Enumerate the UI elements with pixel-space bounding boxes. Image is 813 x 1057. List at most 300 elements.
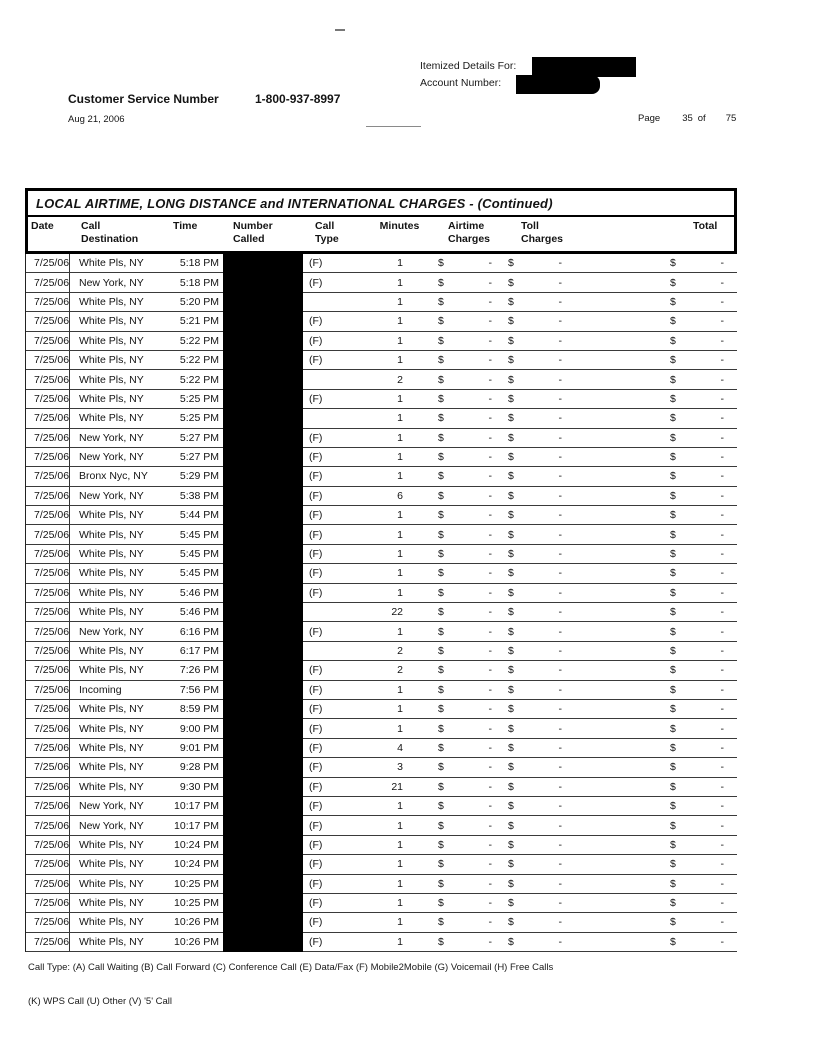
cell-airtime-charges: [436, 509, 494, 521]
cell-date: 7/25/06: [26, 642, 70, 660]
cell-time: 10:17 PM: [174, 800, 219, 813]
cell-date: 7/25/06: [26, 933, 70, 951]
cell-date: 7/25/06: [26, 273, 70, 291]
currency-symbol: $: [670, 741, 676, 754]
amount-dash: -: [720, 741, 724, 754]
currency-symbol: $: [670, 470, 676, 483]
cell-airtime-charges: [436, 626, 494, 638]
table-row: [26, 273, 737, 292]
cell-total: [668, 936, 726, 948]
cell-date: 7/25/06: [26, 816, 70, 834]
cell-date: 7/25/06: [26, 487, 70, 505]
cell-date: 7/25/06: [26, 836, 70, 854]
currency-symbol: $: [670, 392, 676, 405]
cell-total: [668, 451, 726, 463]
amount-dash: -: [488, 431, 492, 444]
call-type-legend-line2: (K) WPS Call (U) Other (V) '5' Call: [28, 996, 173, 1007]
amount-dash: -: [720, 451, 724, 464]
currency-symbol: $: [508, 451, 514, 464]
cell-minutes: 2: [397, 645, 403, 657]
cell-airtime-charges: [436, 936, 494, 948]
currency-symbol: $: [438, 606, 444, 619]
cell-destination: White Pls, NY: [79, 741, 144, 754]
table-row: [26, 293, 737, 312]
currency-symbol: $: [670, 625, 676, 638]
cell-total: [668, 626, 726, 638]
table-row: [26, 661, 737, 680]
cell-destination: White Pls, NY: [79, 392, 144, 405]
amount-dash: -: [488, 276, 492, 289]
redaction-number-called: [223, 893, 303, 912]
cell-destination: White Pls, NY: [79, 761, 144, 774]
cell-destination: White Pls, NY: [79, 722, 144, 735]
currency-symbol: $: [670, 567, 676, 580]
cell-call-type: (F): [309, 354, 323, 367]
cell-date: 7/25/06: [26, 332, 70, 350]
cell-airtime-charges: [436, 470, 494, 482]
cell-total: [668, 781, 726, 793]
table-row: [26, 642, 737, 661]
cell-date: 7/25/06: [26, 797, 70, 815]
cell-destination: White Pls, NY: [79, 780, 144, 793]
cell-date: 7/25/06: [26, 293, 70, 311]
amount-dash: -: [558, 276, 562, 289]
statement-date: Aug 21, 2006: [68, 114, 125, 125]
cell-destination: White Pls, NY: [79, 858, 144, 871]
cell-time: 9:30 PM: [179, 780, 219, 793]
cell-airtime-charges: [436, 548, 494, 560]
cell-minutes: 6: [397, 489, 403, 502]
table-row: [26, 584, 737, 603]
redaction-number-called: [223, 544, 303, 563]
table-row: [26, 390, 737, 409]
redaction-number-called: [223, 447, 303, 466]
redaction-number-called: [223, 661, 303, 680]
cell-time: 5:22 PM: [179, 373, 219, 386]
cell-total: [668, 820, 726, 832]
cell-call-type: (F): [309, 800, 323, 813]
amount-dash: -: [488, 664, 492, 677]
cell-call-type: (F): [309, 625, 323, 638]
cell-toll-charges: [506, 432, 564, 444]
amount-dash: -: [488, 509, 492, 522]
table-row: [26, 622, 737, 641]
cell-destination: Bronx Nyc, NY: [79, 470, 148, 483]
cell-time: 5:18 PM: [179, 257, 219, 270]
cell-destination: Incoming: [79, 683, 122, 696]
amount-dash: -: [720, 470, 724, 483]
table-row: [26, 758, 737, 777]
cell-destination: White Pls, NY: [79, 373, 144, 386]
amount-dash: -: [720, 334, 724, 347]
cell-minutes: 1: [397, 586, 403, 599]
currency-symbol: $: [670, 509, 676, 522]
currency-symbol: $: [438, 567, 444, 580]
currency-symbol: $: [438, 315, 444, 328]
cell-time: 5:45 PM: [179, 567, 219, 580]
currency-symbol: $: [670, 606, 676, 619]
cell-call-type: (F): [309, 509, 323, 522]
currency-symbol: $: [438, 703, 444, 716]
cell-airtime-charges: [436, 916, 494, 928]
currency-symbol: $: [508, 664, 514, 677]
currency-symbol: $: [438, 780, 444, 793]
cell-minutes: 1: [397, 315, 403, 328]
redaction-number-called: [223, 583, 303, 602]
table-row: [26, 933, 737, 952]
amount-dash: -: [558, 470, 562, 483]
table-row: [26, 409, 737, 428]
amount-dash: -: [558, 528, 562, 541]
cell-call-type: (F): [309, 489, 323, 502]
currency-symbol: $: [508, 741, 514, 754]
cell-toll-charges: [506, 509, 564, 521]
table-row: [26, 370, 737, 389]
currency-symbol: $: [438, 741, 444, 754]
amount-dash: -: [488, 470, 492, 483]
call-type-legend-line1: Call Type: (A) Call Waiting (B) Call Forward (C) Conference Call (E) Data/Fax (F) Mobile2Mobile (G) Voicemail (H) Free Calls: [28, 962, 554, 973]
redaction-number-called: [223, 932, 303, 951]
cell-time: 10:26 PM: [174, 935, 219, 948]
cell-minutes: 1: [397, 431, 403, 444]
redaction-number-called: [223, 467, 303, 486]
cell-total: [668, 839, 726, 851]
cell-toll-charges: [506, 393, 564, 405]
cell-total: [668, 587, 726, 599]
table-row: [26, 487, 737, 506]
amount-dash: -: [720, 315, 724, 328]
cell-destination: White Pls, NY: [79, 334, 144, 347]
amount-dash: -: [558, 567, 562, 580]
currency-symbol: $: [508, 373, 514, 386]
currency-symbol: $: [670, 354, 676, 367]
cell-minutes: 1: [397, 412, 403, 425]
cell-time: 10:17 PM: [174, 819, 219, 832]
cell-toll-charges: [506, 645, 564, 657]
cell-minutes: 1: [397, 800, 403, 813]
amount-dash: -: [720, 295, 724, 308]
amount-dash: -: [488, 780, 492, 793]
table-row: [26, 312, 737, 331]
currency-symbol: $: [508, 722, 514, 735]
cell-date: 7/25/06: [26, 390, 70, 408]
cell-minutes: 1: [397, 819, 403, 832]
redaction-account-number: [516, 75, 600, 94]
currency-symbol: $: [670, 315, 676, 328]
cell-date: 7/25/06: [26, 622, 70, 640]
cell-date: 7/25/06: [26, 584, 70, 602]
cell-toll-charges: [506, 451, 564, 463]
cell-airtime-charges: [436, 820, 494, 832]
amount-dash: -: [720, 412, 724, 425]
currency-symbol: $: [438, 586, 444, 599]
currency-symbol: $: [670, 431, 676, 444]
redaction-number-called: [223, 641, 303, 660]
cell-airtime-charges: [436, 393, 494, 405]
currency-symbol: $: [508, 567, 514, 580]
amount-dash: -: [488, 373, 492, 386]
cell-airtime-charges: [436, 645, 494, 657]
currency-symbol: $: [438, 722, 444, 735]
cell-time: 5:25 PM: [179, 392, 219, 405]
cell-toll-charges: [506, 587, 564, 599]
currency-symbol: $: [438, 431, 444, 444]
amount-dash: -: [488, 819, 492, 832]
cell-airtime-charges: [436, 490, 494, 502]
table-row: [26, 816, 737, 835]
cell-total: [668, 664, 726, 676]
cell-time: 6:17 PM: [179, 645, 219, 657]
currency-symbol: $: [438, 528, 444, 541]
redaction-number-called: [223, 273, 303, 292]
amount-dash: -: [558, 412, 562, 425]
amount-dash: -: [558, 741, 562, 754]
redaction-number-called: [223, 874, 303, 893]
amount-dash: -: [558, 451, 562, 464]
cell-destination: White Pls, NY: [79, 877, 144, 890]
cell-toll-charges: [506, 800, 564, 812]
cell-toll-charges: [506, 916, 564, 928]
amount-dash: -: [558, 858, 562, 871]
currency-symbol: $: [670, 838, 676, 851]
currency-symbol: $: [438, 276, 444, 289]
cell-minutes: 1: [397, 528, 403, 541]
cell-airtime-charges: [436, 703, 494, 715]
cell-date: 7/25/06: [26, 719, 70, 737]
cell-toll-charges: [506, 820, 564, 832]
cell-time: 5:18 PM: [179, 276, 219, 289]
table-row: [26, 875, 737, 894]
itemized-details-label: Itemized Details For:: [420, 60, 517, 72]
cell-airtime-charges: [436, 761, 494, 773]
cell-total: [668, 684, 726, 696]
cell-time: 5:21 PM: [179, 315, 219, 328]
amount-dash: -: [558, 373, 562, 386]
cell-date: 7/25/06: [26, 448, 70, 466]
currency-symbol: $: [670, 897, 676, 910]
col-header-toll-charges: Toll Charges: [521, 220, 564, 245]
currency-symbol: $: [438, 916, 444, 929]
cell-destination: White Pls, NY: [79, 354, 144, 367]
cell-destination: White Pls, NY: [79, 295, 144, 308]
cell-airtime-charges: [436, 257, 494, 269]
cell-call-type: (F): [309, 315, 323, 328]
cell-time: 5:29 PM: [179, 470, 219, 483]
cell-destination: White Pls, NY: [79, 703, 144, 716]
cell-time: 7:26 PM: [179, 664, 219, 677]
cell-airtime-charges: [436, 296, 494, 308]
cell-call-type: (F): [309, 257, 323, 270]
cell-time: 7:56 PM: [179, 683, 219, 696]
cell-airtime-charges: [436, 529, 494, 541]
cell-total: [668, 645, 726, 657]
amount-dash: -: [720, 276, 724, 289]
currency-symbol: $: [670, 877, 676, 890]
cell-time: 10:26 PM: [174, 916, 219, 929]
currency-symbol: $: [508, 916, 514, 929]
currency-symbol: $: [438, 683, 444, 696]
cell-time: 5:22 PM: [179, 354, 219, 367]
redaction-number-called: [223, 254, 303, 273]
cell-call-type: (F): [309, 858, 323, 871]
cell-time: 5:45 PM: [179, 528, 219, 541]
cell-call-type: (F): [309, 664, 323, 677]
currency-symbol: $: [508, 606, 514, 619]
cell-date: 7/25/06: [26, 875, 70, 893]
cell-minutes: 21: [391, 780, 403, 793]
cell-toll-charges: [506, 723, 564, 735]
cell-destination: White Pls, NY: [79, 315, 144, 328]
cell-call-type: (F): [309, 451, 323, 464]
amount-dash: -: [558, 548, 562, 561]
redaction-number-called: [223, 312, 303, 331]
amount-dash: -: [558, 916, 562, 929]
cell-toll-charges: [506, 761, 564, 773]
currency-symbol: $: [438, 645, 444, 657]
page-total: 75: [725, 113, 737, 124]
redaction-number-called: [223, 855, 303, 874]
currency-symbol: $: [438, 295, 444, 308]
cell-date: 7/25/06: [26, 545, 70, 563]
cell-total: [668, 335, 726, 347]
redaction-number-called: [223, 719, 303, 738]
amount-dash: -: [720, 489, 724, 502]
table-header-box: [25, 188, 737, 254]
redaction-itemized-details: [532, 57, 636, 77]
amount-dash: -: [720, 703, 724, 716]
cell-call-type: (F): [309, 431, 323, 444]
cell-toll-charges: [506, 781, 564, 793]
scan-artifact: [366, 126, 421, 127]
currency-symbol: $: [508, 877, 514, 890]
cell-total: [668, 916, 726, 928]
currency-symbol: $: [508, 645, 514, 657]
cell-date: 7/25/06: [26, 312, 70, 330]
col-header-time: Time: [173, 220, 198, 232]
currency-symbol: $: [670, 276, 676, 289]
amount-dash: -: [720, 567, 724, 580]
cell-destination: White Pls, NY: [79, 412, 144, 425]
cell-minutes: 2: [397, 373, 403, 386]
cell-minutes: 1: [397, 916, 403, 929]
currency-symbol: $: [438, 489, 444, 502]
currency-symbol: $: [508, 683, 514, 696]
cell-total: [668, 509, 726, 521]
amount-dash: -: [488, 722, 492, 735]
amount-dash: -: [720, 528, 724, 541]
cell-time: 5:25 PM: [179, 412, 219, 425]
table-row: [26, 778, 737, 797]
currency-symbol: $: [670, 334, 676, 347]
amount-dash: -: [720, 606, 724, 619]
amount-dash: -: [720, 625, 724, 638]
cell-date: 7/25/06: [26, 661, 70, 679]
cell-destination: White Pls, NY: [79, 645, 144, 657]
cell-destination: White Pls, NY: [79, 257, 144, 270]
cell-total: [668, 529, 726, 541]
amount-dash: -: [488, 392, 492, 405]
table-column-headers: [28, 217, 734, 251]
currency-symbol: $: [438, 935, 444, 948]
cell-toll-charges: [506, 354, 564, 366]
amount-dash: -: [488, 257, 492, 270]
table-row: [26, 467, 737, 486]
currency-symbol: $: [438, 548, 444, 561]
cell-toll-charges: [506, 490, 564, 502]
table-row: [26, 525, 737, 544]
amount-dash: -: [558, 295, 562, 308]
cell-airtime-charges: [436, 684, 494, 696]
currency-symbol: $: [438, 334, 444, 347]
cell-total: [668, 723, 726, 735]
cell-date: 7/25/06: [26, 913, 70, 931]
redaction-number-called: [223, 738, 303, 757]
amount-dash: -: [558, 625, 562, 638]
currency-symbol: $: [508, 431, 514, 444]
cell-minutes: 3: [397, 761, 403, 774]
currency-symbol: $: [670, 722, 676, 735]
cell-destination: New York, NY: [79, 800, 144, 813]
cell-minutes: 1: [397, 276, 403, 289]
currency-symbol: $: [508, 509, 514, 522]
currency-symbol: $: [438, 373, 444, 386]
cell-airtime-charges: [436, 335, 494, 347]
cell-total: [668, 606, 726, 618]
cell-minutes: 22: [391, 606, 403, 619]
cell-call-type: (F): [309, 761, 323, 774]
currency-symbol: $: [508, 780, 514, 793]
currency-symbol: $: [670, 586, 676, 599]
cell-time: 10:25 PM: [174, 897, 219, 910]
amount-dash: -: [720, 586, 724, 599]
currency-symbol: $: [670, 761, 676, 774]
redaction-number-called: [223, 622, 303, 641]
amount-dash: -: [558, 722, 562, 735]
table-row: [26, 700, 737, 719]
cell-airtime-charges: [436, 800, 494, 812]
amount-dash: -: [720, 838, 724, 851]
cell-time: 5:45 PM: [179, 548, 219, 561]
currency-symbol: $: [438, 664, 444, 677]
cell-toll-charges: [506, 470, 564, 482]
currency-symbol: $: [438, 509, 444, 522]
table-row: [26, 855, 737, 874]
amount-dash: -: [720, 897, 724, 910]
cell-airtime-charges: [436, 723, 494, 735]
cell-destination: White Pls, NY: [79, 567, 144, 580]
cell-minutes: 1: [397, 295, 403, 308]
cell-airtime-charges: [436, 606, 494, 618]
currency-symbol: $: [438, 257, 444, 270]
cell-total: [668, 761, 726, 773]
cell-minutes: 1: [397, 470, 403, 483]
currency-symbol: $: [670, 819, 676, 832]
cell-minutes: 1: [397, 838, 403, 851]
cell-airtime-charges: [436, 451, 494, 463]
cell-toll-charges: [506, 839, 564, 851]
cell-total: [668, 548, 726, 560]
cell-date: 7/25/06: [26, 351, 70, 369]
cell-toll-charges: [506, 567, 564, 579]
redaction-number-called: [223, 350, 303, 369]
cell-time: 5:27 PM: [179, 451, 219, 464]
cell-minutes: 1: [397, 877, 403, 890]
cell-time: 5:46 PM: [179, 606, 219, 619]
table-row: [26, 545, 737, 564]
currency-symbol: $: [438, 625, 444, 638]
cell-total: [668, 412, 726, 424]
redaction-number-called: [223, 486, 303, 505]
